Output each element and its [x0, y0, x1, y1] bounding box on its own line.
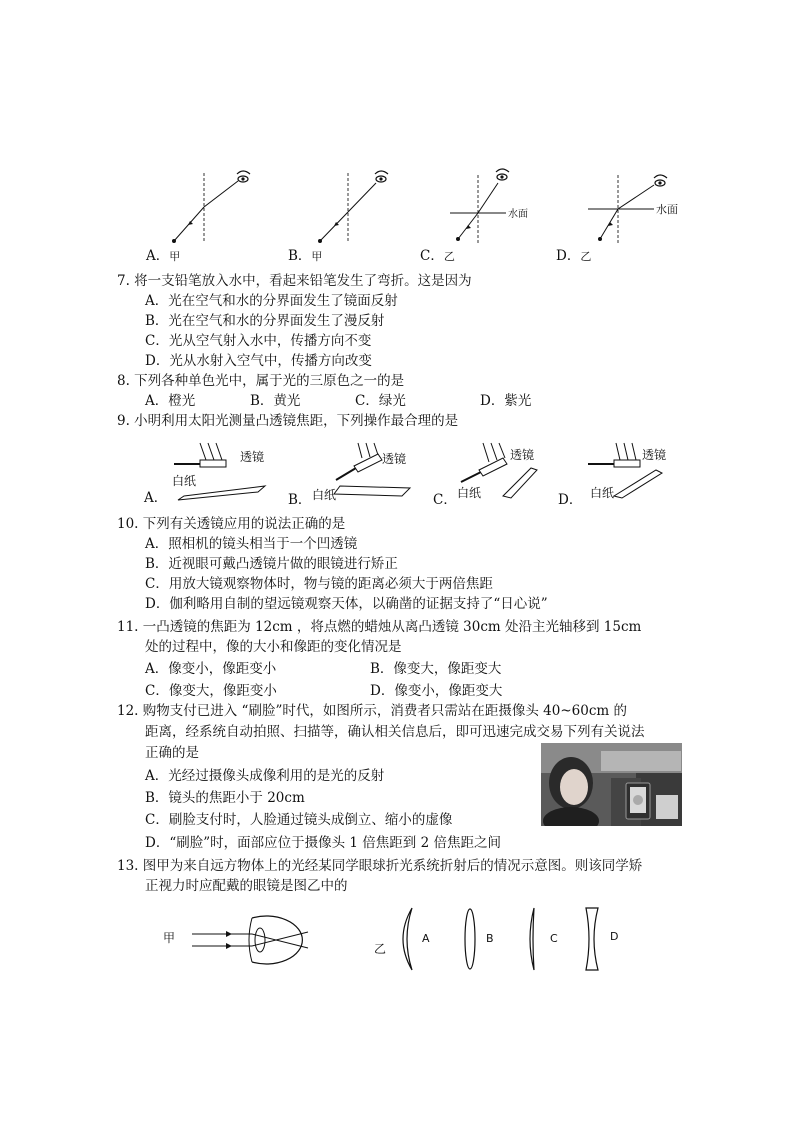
q9-lens-label-c: 透镜 [510, 448, 535, 462]
q12-option-a[interactable]: A．光经过摄像头成像利用的是光的反射 [145, 768, 385, 784]
q9-lens-label-d: 透镜 [642, 448, 667, 462]
q6-figure-c [440, 165, 570, 250]
q6-option-c[interactable]: C．乙 [420, 248, 455, 264]
q9-paper-label-b: 白纸 [312, 488, 337, 502]
q13-lens-label-b[interactable]: B [486, 932, 494, 945]
q6-water-label-d: 水面 [656, 203, 678, 216]
q10-stem: 10. 下列有关透镜应用的说法正确的是 [117, 516, 346, 532]
q13-lens-d [580, 906, 604, 972]
q9-figures [0, 440, 794, 510]
q9-stem: 9. 小明利用太阳光测量凸透镜焦距，下列操作最合理的是 [117, 413, 459, 429]
q12-stem-line1: 12. 购物支付已进入 “刷脸”时代，如图所示，消费者只需站在距摄像头 40~60cm 的 [117, 703, 627, 719]
q7-stem: 7. 将一支铅笔放入水中，看起来铅笔发生了弯折。这是因为 [117, 273, 472, 289]
q6-figure-d [578, 165, 708, 250]
q9-paper-label-c: 白纸 [457, 486, 482, 500]
q9-option-a[interactable]: A． [144, 490, 168, 506]
q6-water-label-c: 水面 [508, 209, 528, 220]
q11-option-d[interactable]: D．像变小，像距变大 [370, 683, 503, 699]
q13-lens-label-d[interactable]: D [610, 930, 619, 943]
q7-option-b[interactable]: B．光在空气和水的分界面发生了漫反射 [145, 313, 385, 329]
q9-paper-label-d: 白纸 [590, 486, 615, 500]
q12-option-c[interactable]: C．刷脸支付时，人脸通过镜头成倒立、缩小的虚像 [145, 812, 453, 828]
q12-face-payment-photo [541, 743, 682, 826]
q9-option-d[interactable]: D． [558, 492, 583, 508]
q11-option-b[interactable]: B．像变大，像距变大 [370, 661, 502, 677]
q8-option-c[interactable]: C．绿光 [355, 393, 406, 409]
q13-lens-a [392, 906, 426, 972]
q6-option-b[interactable]: B．甲 [288, 248, 323, 264]
q13-lens-c [524, 906, 544, 972]
q7-option-c[interactable]: C．光从空气射入水中，传播方向不变 [145, 333, 372, 349]
q12-option-b[interactable]: B．镜头的焦距小于 20cm [145, 790, 305, 806]
q10-option-c[interactable]: C．用放大镜观察物体时，物与镜的距离必须大于两倍焦距 [145, 576, 493, 592]
q13-stem-line2: 正视力时应配戴的眼镜是图乙中的 [145, 878, 348, 894]
q12-option-d[interactable]: D．“刷脸”时，面部应位于摄像头 1 倍焦距到 2 倍焦距之间 [145, 835, 501, 851]
q9-paper-label-a: 白纸 [172, 474, 197, 488]
q12-stem-line2: 距离，经系统自动拍照、扫描等，确认相关信息后，即可迅速完成交易下列有关说法 [145, 724, 645, 740]
q7-option-a[interactable]: A．光在空气和水的分界面发生了镜面反射 [145, 293, 398, 309]
q9-lens-label-b: 透镜 [382, 452, 407, 466]
q10-option-d[interactable]: D．伽利略用自制的望远镜观察天体，以确凿的证据支持了“日心说” [145, 596, 548, 612]
q13-fig-a-label: 甲 [163, 931, 176, 945]
q12-stem-line3: 正确的是 [145, 745, 199, 761]
q13-eye-figure [190, 906, 320, 976]
q11-stem-line2: 处的过程中，像的大小和像距的变化情况是 [145, 639, 402, 655]
q11-option-c[interactable]: C．像变大，像距变小 [145, 683, 277, 699]
q13-figures [0, 900, 794, 980]
q8-stem: 8. 下列各种单色光中，属于光的三原色之一的是 [117, 373, 405, 389]
q7-option-d[interactable]: D．光从水射入空气中，传播方向改变 [145, 353, 372, 369]
q11-option-a[interactable]: A．像变小，像距变小 [145, 661, 277, 677]
q8-option-b[interactable]: B．黄光 [250, 393, 301, 409]
q6-figure-b [300, 165, 410, 250]
q13-lens-b [460, 906, 480, 972]
q9-lens-label-a: 透镜 [240, 450, 265, 464]
q10-option-a[interactable]: A．照相机的镜头相当于一个凹透镜 [145, 536, 358, 552]
q6-figures [0, 165, 794, 265]
q9-option-b[interactable]: B． [288, 492, 312, 508]
q9-option-c[interactable]: C． [433, 492, 457, 508]
q13-fig-b-label: 乙 [374, 942, 387, 956]
q6-option-d[interactable]: D．乙 [556, 248, 592, 264]
q13-stem-line1: 13. 图甲为来自远方物体上的光经某同学眼球折光系统折射后的情况示意图。则该同学矫 [117, 858, 643, 874]
q6-option-a[interactable]: A．甲 [146, 248, 181, 264]
q6-figure-a [160, 165, 270, 250]
q8-option-d[interactable]: D．紫光 [480, 393, 532, 409]
q11-stem-line1: 11. 一凸透镜的焦距为 12cm ，将点燃的蜡烛从离凸透镜 30cm 处沿主光轴移到 15cm [117, 619, 642, 635]
q8-option-a[interactable]: A．橙光 [145, 393, 196, 409]
q10-option-b[interactable]: B．近视眼可戴凸透镜片做的眼镜进行矫正 [145, 556, 398, 572]
q13-lens-label-a[interactable]: A [422, 932, 430, 945]
q13-lens-label-c[interactable]: C [550, 932, 558, 945]
